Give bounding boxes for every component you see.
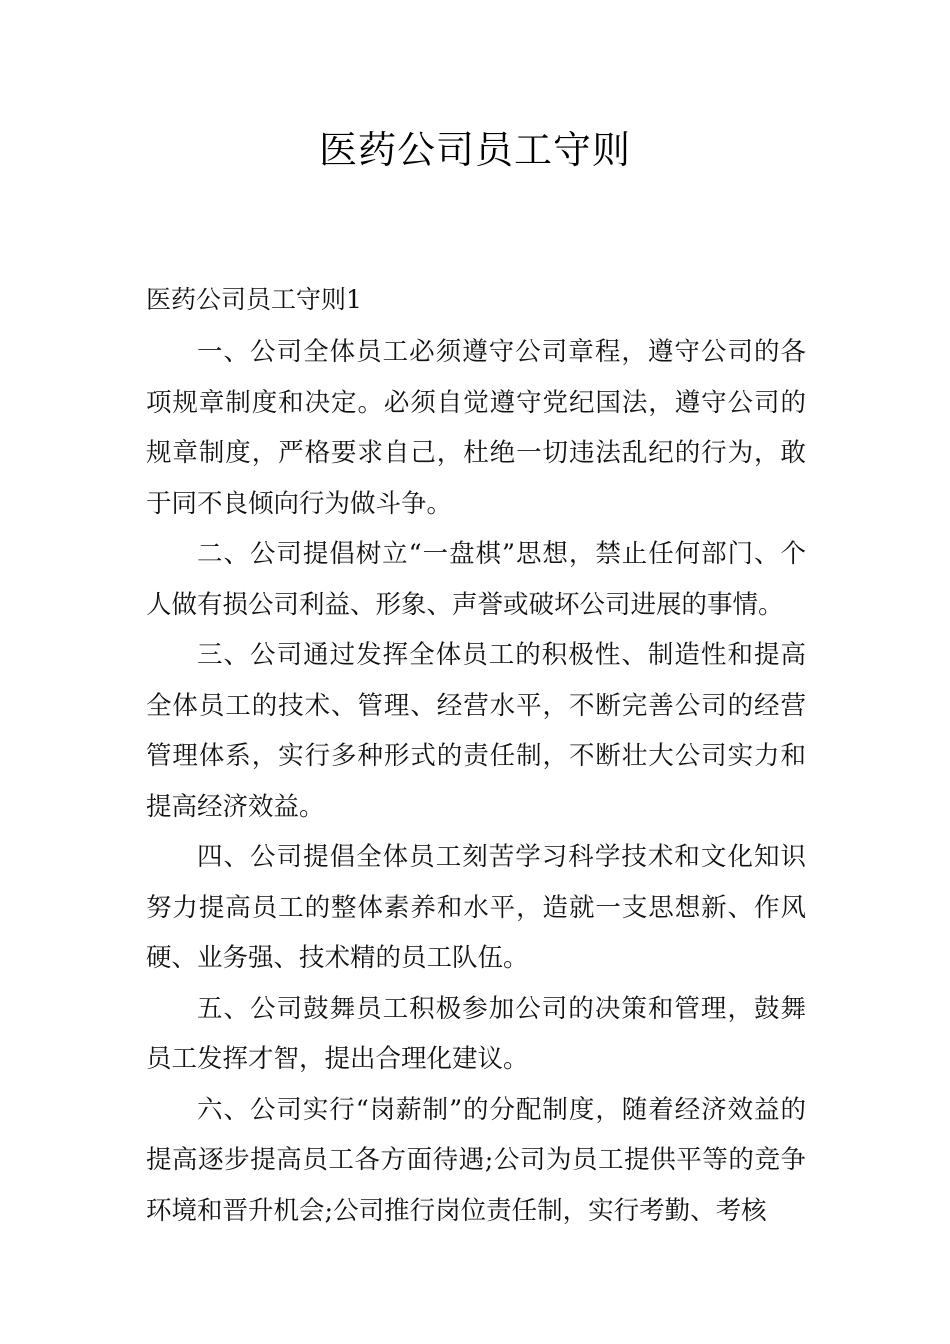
document-subtitle: 医药公司员工守则1 <box>146 285 362 314</box>
paragraph-6: 六、公司实行“岗薪制”的分配制度，随着经济效益的提高逐步提高员工各方面待遇;公司为员工提供平等的竞争环境和晋升机会;公司推行岗位责任制，实行考勤、考核 <box>146 1094 806 1226</box>
paragraph-1: 一、公司全体员工必须遵守公司章程，遵守公司的各项规章制度和决定。必须自觉遵守党纪国法，遵守公司的规章制度，严格要求自己，杜绝一切违法乱纪的行为，敢于同不良倾向行为做斗争。 <box>146 337 806 519</box>
paragraph-4: 四、公司提倡全体员工刻苦学习科学技术和文化知识努力提高员工的整体素养和水平，造就一支思想新、作风硬、业务强、技术精的员工队伍。 <box>146 842 806 973</box>
paragraph-5: 五、公司鼓舞员工积极参加公司的决策和管理，鼓舞员工发挥才智，提出合理化建议。 <box>146 993 806 1074</box>
paragraph-3: 三、公司通过发挥全体员工的积极性、制造性和提高全体员工的技术、管理、经营水平，不断完善公司的经营管理体系，实行多种形式的责任制，不断壮大公司实力和提高经济效益。 <box>146 640 806 822</box>
document-body <box>146 327 806 1236</box>
document-title: 医药公司员工守则 <box>318 128 631 172</box>
paragraph-2: 二、公司提倡树立“一盘棋”思想，禁止任何部门、个人做有损公司利益、形象、声誉或破坏公司进展的事情。 <box>146 539 806 620</box>
